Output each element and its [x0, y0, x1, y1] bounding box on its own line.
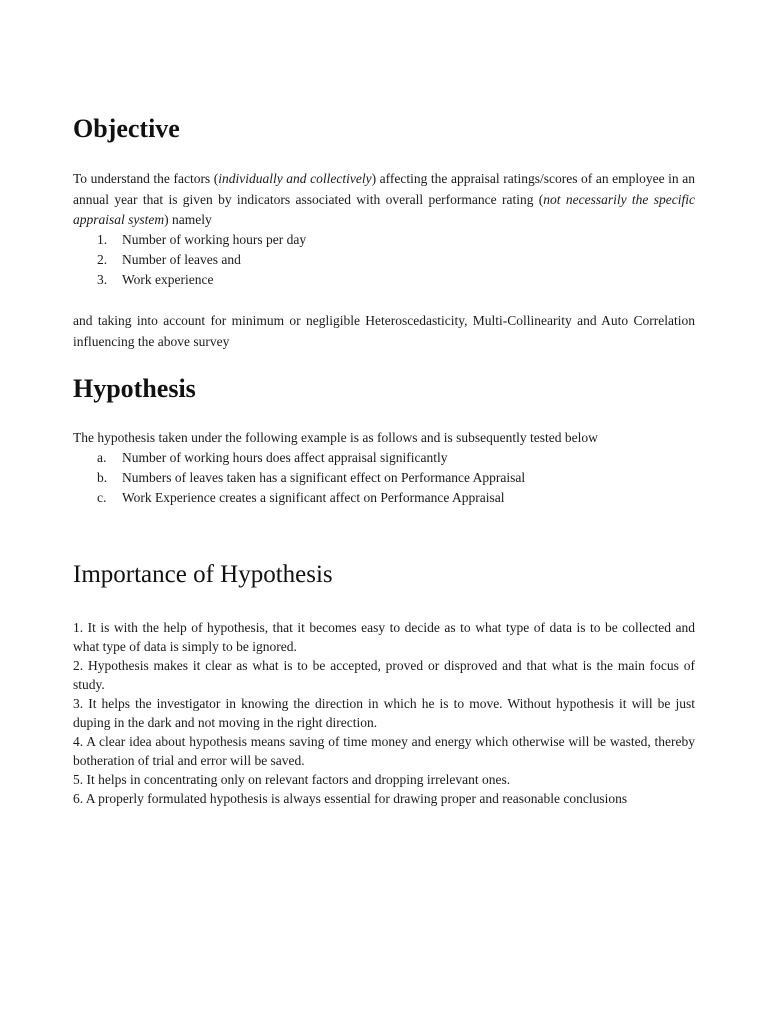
list-item	[73, 270, 695, 290]
objective-intro-part1: To understand the factors (	[73, 171, 219, 186]
importance-point: 3. It helps the investigator in knowing the direction in which he is to move. Without hypothesis it will be just duping in the dark and not moving in the right direction.	[73, 696, 695, 730]
objective-intro-part2: ) affecting the appraisal ratings/scores of an employee in an annual year that is given by indicators associated with overall performance rating (	[73, 171, 695, 207]
list-item-text: Work experience	[122, 272, 214, 287]
importance-point: 1. It is with the help of hypothesis, that it becomes easy to decide as to what type of data is to be collected and what type of data is simply to be ignored.	[73, 620, 695, 654]
objective-heading: Objective	[73, 114, 180, 143]
list-marker: c.	[97, 490, 107, 505]
objective-intro-italic1: individually and collectively	[218, 171, 372, 186]
list-item	[73, 488, 695, 508]
importance-point: 5. It helps in concentrating only on relevant factors and dropping irrelevant ones.	[73, 772, 511, 787]
objective-closing: and taking into account for minimum or negligible Heteroscedasticity, Multi-Collinearity and Auto Correlation influencing the above survey	[73, 313, 695, 349]
list-marker: a.	[97, 450, 107, 465]
list-item	[73, 250, 695, 270]
list-item-text: Work Experience creates a significant affect on Performance Appraisal	[122, 490, 505, 505]
list-item	[73, 230, 695, 250]
list-item-text: Numbers of leaves taken has a significant effect on Performance Appraisal	[122, 470, 526, 485]
importance-list	[73, 618, 695, 808]
hypothesis-heading: Hypothesis	[73, 374, 196, 403]
importance-point: 6. A properly formulated hypothesis is always essential for drawing proper and reasonable conclusions	[73, 791, 628, 806]
list-item	[73, 468, 695, 488]
list-item-text: Number of leaves and	[122, 252, 241, 267]
hypothesis-list	[73, 448, 695, 508]
list-marker: 3.	[97, 272, 108, 287]
importance-point: 2. Hypothesis makes it clear as what is to be accepted, proved or disproved and that what is the main focus of study.	[73, 658, 695, 692]
objective-intro-part3: ) namely	[164, 212, 212, 227]
list-marker: 2.	[97, 252, 108, 267]
list-item-text: Number of working hours does affect appraisal significantly	[122, 450, 448, 465]
list-marker: 1.	[97, 232, 108, 247]
list-marker: b.	[97, 470, 108, 485]
list-item	[73, 448, 695, 468]
objective-list	[73, 230, 695, 290]
objective-intro-italic2: not necessarily the specific appraisal system	[73, 191, 695, 227]
objective-intro	[73, 169, 695, 231]
hypothesis-intro: The hypothesis taken under the following example is as follows and is subsequently tested below	[73, 430, 598, 445]
list-item-text: Number of working hours per day	[122, 232, 307, 247]
importance-heading: Importance of Hypothesis	[73, 561, 333, 588]
importance-point: 4. A clear idea about hypothesis means saving of time money and energy which otherwise will be wasted, thereby botheration of trial and error will be saved.	[73, 734, 695, 768]
